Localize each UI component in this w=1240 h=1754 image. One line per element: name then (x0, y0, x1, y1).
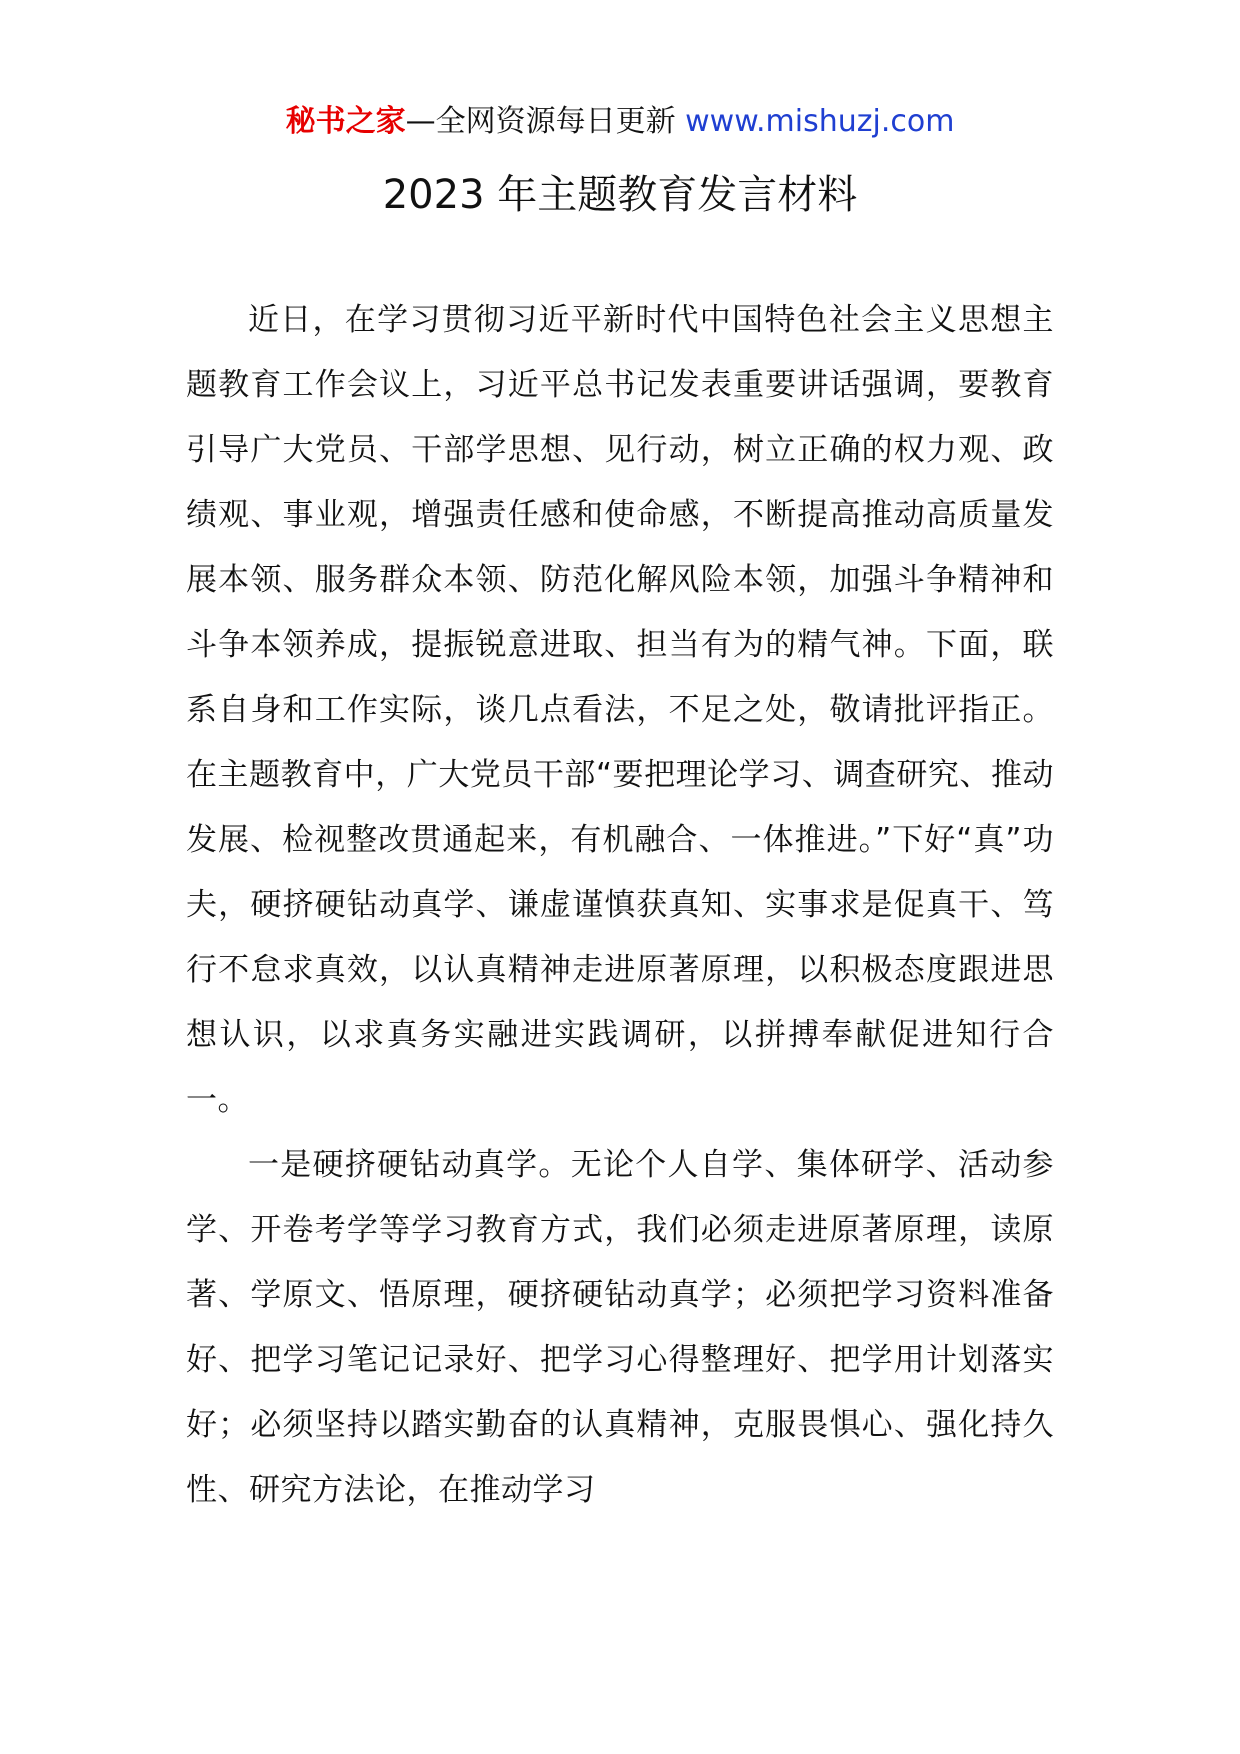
document-title: 2023 年主题教育发言材料 (382, 172, 858, 218)
watermark-header (0, 102, 1240, 142)
brand-name: 秘书之家 (285, 104, 406, 139)
document-body (186, 288, 1054, 1523)
body-paragraph-1: 近日，在学习贯彻习近平新时代中国特色社会主义思想主题教育工作会议上，习近平总书记发表重要讲话强调，要教育引导广大党员、干部学思想、见行动，树立正确的权力观、政绩观、事业观，增强责任感和使命感，不断提高推动高质量发展本领、服务群众本领、防范化解风险本领，加强斗争精神和斗争本领养成，提振锐意进取、担当有为的精气神。下面，联系自身和工作实际，谈几点看法，不足之处，敬请批评指正。在主题教育中，广大党员干部“要把理论学习、调查研究、推动发展、检视整改贯通起来，有机融合、一体推进。”下好“真”功夫，硬挤硬钻动真学、谦虚谨慎获真知、实事求是促真干、笃行不怠求真效，以认真精神走进原著原理，以积极态度跟进思想认识，以求真务实融进实践调研，以拼搏奉献促进知行合一。 (186, 302, 1054, 1118)
body-paragraph-2: 一是硬挤硬钻动真学。无论个人自学、集体研学、活动参学、开卷考学等学习教育方式，我们必须走进原著原理，读原著、学原文、悟原理，硬挤硬钻动真学；必须把学习资料准备好、把学习笔记记录好、把学习心得整理好、把学用计划落实好；必须坚持以踏实勤奋的认真精神，克服畏惧心、强化持久性、研究方法论，在推动学习 (186, 1147, 1054, 1508)
header-slogan: —全网资源每日更新 (405, 104, 686, 139)
header-url-link[interactable]: www.mishuzj.com (685, 104, 955, 139)
